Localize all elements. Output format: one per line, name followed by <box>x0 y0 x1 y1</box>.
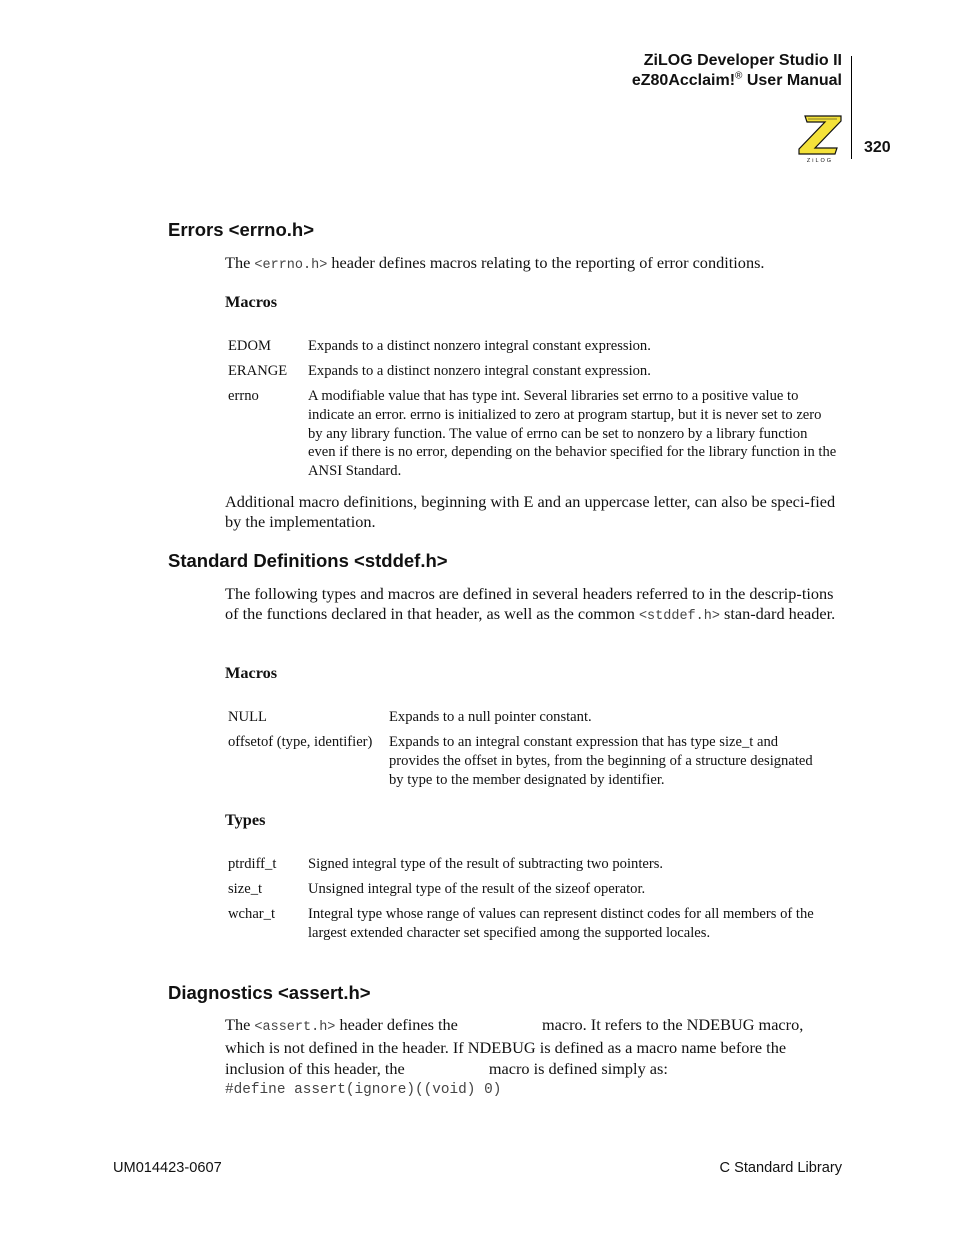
macro-desc: A modifiable value that has type int. Several libraries set errno to a positive value to indicate an error. errno is initialized to zero at program startup, but it is never set to zero by any library function. The value of errno can be set to nonzero by a library function even if there is no error, depending on the behavior specified for the library function in the ANSI Standard. <box>308 388 837 480</box>
type-term: wchar_t <box>228 906 276 922</box>
type-desc: Signed integral type of the result of subtracting two pointers. <box>308 856 664 872</box>
manual-label: User Manual <box>742 72 842 89</box>
stddef-heading: Standard Definitions <stddef.h> <box>168 550 448 571</box>
stddef-code: <stddef.h> <box>638 609 720 625</box>
product-name: eZ80Acclaim! <box>631 72 736 89</box>
header-rule <box>851 56 852 159</box>
chapter-name: C Standard Library <box>719 1160 842 1176</box>
assert-heading: Diagnostics <assert.h> <box>168 982 371 1003</box>
page-number: 320 <box>864 139 891 156</box>
errors-intro: The <errno.h> header defines macros relating to the reporting of error conditions. <box>225 253 765 273</box>
assert-code: <assert.h> <box>254 1020 336 1035</box>
macro-desc: Expands to a distinct nonzero integral constant expression. <box>308 363 651 379</box>
doc-number: UM014423-0607 <box>113 1160 222 1176</box>
doc-subtitle <box>632 72 842 90</box>
doc-title: ZiLOG Developer Studio II <box>643 52 842 69</box>
type-term: size_t <box>228 881 263 897</box>
zilog-logo <box>797 113 843 163</box>
logo-caption: ZiLOG <box>806 158 834 163</box>
macro-term: NULL <box>228 709 267 725</box>
errno-code: <errno.h> <box>254 258 328 273</box>
macro-desc: Expands to a null pointer constant. <box>389 709 592 725</box>
macro-term: offsetof (type, identifier) <box>228 734 373 750</box>
macro-desc: Expands to a distinct nonzero integral constant expression. <box>308 338 651 354</box>
errors-macros-heading: Macros <box>225 292 278 311</box>
type-desc: Unsigned integral type of the result of the sizeof operator. <box>308 881 646 897</box>
type-desc: Integral type whose range of values can represent distinct codes for all members of the largest extended character set specified among the supported locales. <box>308 906 814 941</box>
macro-term: EDOM <box>228 338 271 354</box>
registered-mark: ® <box>735 70 743 82</box>
stddef-intro: The following types and macros are defined in several headers referred to in the descrip-tions of the functions declared in that header, as well as the common <stddef.h> stan-dard header. <box>225 584 836 625</box>
errors-heading: Errors <errno.h> <box>168 219 315 240</box>
types-heading: Types <box>225 810 266 829</box>
assert-define-code: #define assert(ignore)((void) 0) <box>225 1082 502 1098</box>
stddef-macros-heading: Macros <box>225 663 278 682</box>
type-term: ptrdiff_t <box>228 856 277 872</box>
assert-paragraph: The <assert.h> header defines the macro. It refers to the NDEBUG macro, which is not defined in the header. If NDEBUG is defined as a macro name before the inclusion of this header, the macro is defined simply as: <box>225 1015 804 1078</box>
errors-additional: Additional macro definitions, beginning with E and an uppercase letter, can also be speci-fied by the implementation. <box>225 492 836 532</box>
macro-term: ERANGE <box>228 363 288 379</box>
macro-desc: Expands to an integral constant expression that has type size_t and provides the offset in bytes, from the beginning of a structure designated by type to the member designated by identifier. <box>389 734 813 788</box>
macro-term: errno <box>228 388 259 404</box>
